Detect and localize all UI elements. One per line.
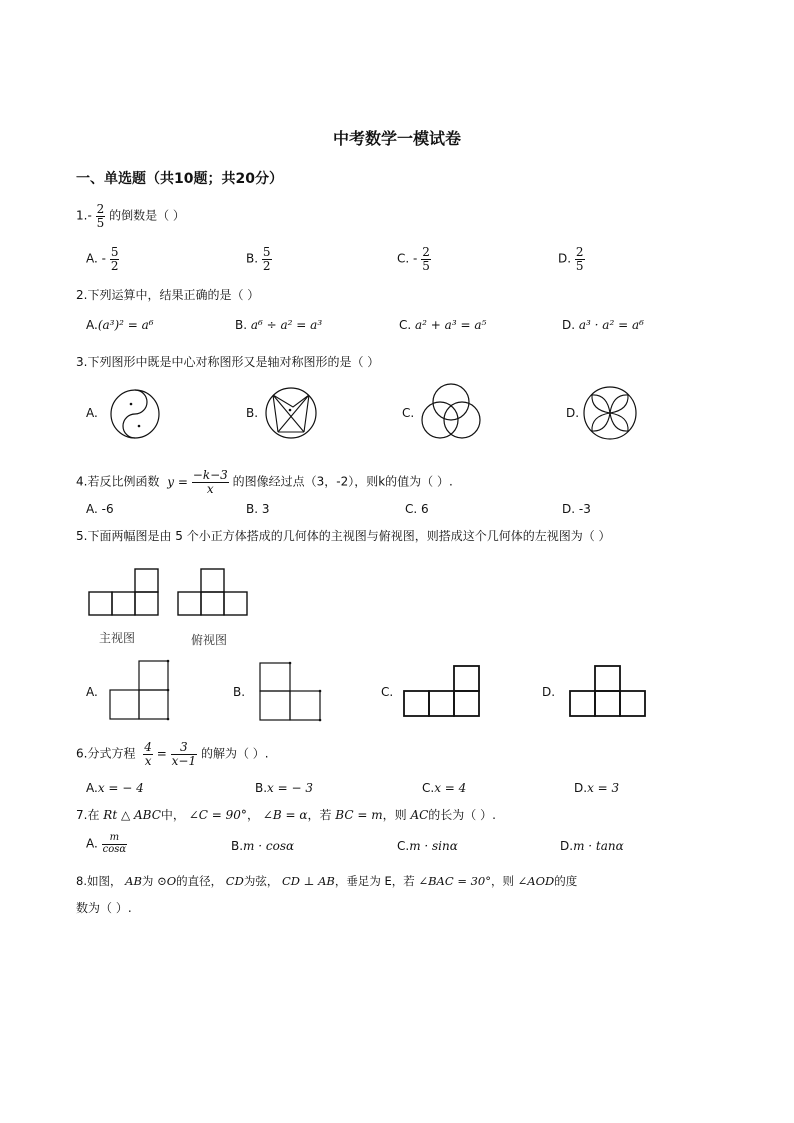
option-label: A. xyxy=(86,251,98,266)
option-label: C. xyxy=(397,251,410,266)
option-expr: x = − 3 xyxy=(267,781,314,795)
q4-option-d[interactable] xyxy=(562,502,591,516)
option-expr: (a³)² = a⁶ xyxy=(97,318,154,332)
q8-circle: ⊙O xyxy=(157,874,177,888)
option-expr: a⁶ ÷ a² = a³ xyxy=(250,318,323,332)
option-expr: m · sinα xyxy=(409,839,458,853)
q8-text: ，垂足为 E，若 xyxy=(334,874,415,888)
q6-option-c[interactable] xyxy=(422,781,466,795)
option-expr: m · tanα xyxy=(573,839,624,853)
q8-angle-aod: ∠AOD xyxy=(517,874,555,888)
q5-option-a-figure[interactable] xyxy=(108,660,170,722)
frac-num: 5 xyxy=(110,245,119,259)
option-label: A. xyxy=(86,836,98,851)
frac-den: cosα xyxy=(102,843,127,855)
q8-text: 为弦， xyxy=(243,874,279,888)
option-label: B. xyxy=(235,318,248,332)
frac-den: 5 xyxy=(575,258,584,273)
q6-option-b[interactable] xyxy=(255,781,313,795)
q4-option-b[interactable] xyxy=(246,502,270,516)
q1-frac-num: 2 xyxy=(96,202,105,216)
q7-text: ，则 xyxy=(382,808,407,822)
q1-suffix: 的倒数是（ ） xyxy=(109,208,185,223)
option-label: C. xyxy=(399,318,412,332)
q7-text: ， xyxy=(246,808,259,822)
option-label: B. xyxy=(246,251,259,266)
q4-suffix: 的图像经过点（3，-2），则k的值为（ ）. xyxy=(232,474,453,489)
frac-den: 2 xyxy=(110,258,119,273)
q3-option-a-label[interactable]: A. xyxy=(86,406,98,420)
q8-angle-bac: ∠BAC = 30° xyxy=(418,874,491,888)
q6-suffix: 的解为（ ）. xyxy=(200,746,269,761)
option-value: 6 xyxy=(421,502,429,516)
q5-option-d-figure[interactable] xyxy=(568,664,648,718)
option-label: D. xyxy=(560,839,574,853)
q6-left-fraction xyxy=(143,741,153,767)
inscribed-lines-figure[interactable] xyxy=(264,384,318,440)
option-label: A. xyxy=(86,781,98,795)
q5-option-b-label[interactable]: B. xyxy=(233,685,246,699)
option-fraction xyxy=(262,246,272,272)
front-view-caption: 主视图 xyxy=(99,631,136,645)
trefoil-figure[interactable] xyxy=(420,382,482,440)
q8-text: 为 xyxy=(141,874,154,888)
option-label: A. xyxy=(86,318,98,332)
option-expr: x = 4 xyxy=(434,781,467,795)
q4-lhs: y = xyxy=(167,474,188,489)
frac-den: 5 xyxy=(422,258,430,273)
q4-option-c[interactable] xyxy=(405,502,429,516)
q1-option-a[interactable] xyxy=(86,246,119,272)
q7-ac: AC xyxy=(410,808,429,822)
q4-frac-den: x xyxy=(206,481,214,496)
option-fraction xyxy=(102,833,128,855)
q7-text: ，若 xyxy=(307,808,332,822)
q1-option-d[interactable] xyxy=(558,246,585,272)
option-fraction xyxy=(575,246,585,272)
q1-option-c[interactable] xyxy=(397,246,431,272)
q1-frac-den: 5 xyxy=(96,215,105,230)
q2-option-b[interactable] xyxy=(235,318,322,332)
option-label: B. xyxy=(246,502,259,516)
q7-text: 中， xyxy=(160,808,185,822)
q7-bc: BC = m xyxy=(335,808,383,822)
q1-option-b[interactable] xyxy=(246,246,272,272)
option-expr: x = − 4 xyxy=(97,781,144,795)
frac-num: 2 xyxy=(422,245,430,259)
q2-option-d[interactable] xyxy=(562,318,644,332)
q6-left-num: 4 xyxy=(144,740,152,754)
question-1 xyxy=(76,203,185,229)
question-8 xyxy=(76,873,577,889)
frac-den: 2 xyxy=(262,258,271,273)
option-label: D. xyxy=(574,781,588,795)
option-label: A. xyxy=(86,502,98,516)
option-label: C. xyxy=(422,781,435,795)
q7-option-b[interactable] xyxy=(231,839,294,853)
option-label: C. xyxy=(405,502,418,516)
q6-option-a[interactable] xyxy=(86,781,144,795)
question-7 xyxy=(76,806,496,823)
q2-option-a[interactable] xyxy=(86,318,154,332)
front-view-figure xyxy=(88,567,160,617)
option-expr: m · cosα xyxy=(243,839,295,853)
q5-option-b-figure[interactable] xyxy=(258,662,324,722)
yin-yang-figure[interactable] xyxy=(109,388,161,440)
q5-option-a-label[interactable]: A. xyxy=(86,685,98,699)
q3-option-d-label[interactable]: D. xyxy=(566,406,580,420)
q7-angle-b: ∠B = α xyxy=(262,808,308,822)
four-petal-figure[interactable] xyxy=(581,384,639,442)
q2-option-c[interactable] xyxy=(399,318,486,332)
option-value: -6 xyxy=(101,502,114,516)
option-label: B. xyxy=(231,839,244,853)
option-label: C. xyxy=(397,839,410,853)
q1-prefix: 1.- xyxy=(76,208,92,223)
q6-equals: = xyxy=(156,746,167,761)
q5-option-d-label[interactable]: D. xyxy=(542,685,556,699)
option-sign: - xyxy=(101,251,106,266)
q4-fraction xyxy=(192,469,229,495)
q5-option-c-figure[interactable] xyxy=(402,664,480,718)
q6-right-fraction xyxy=(171,741,197,767)
option-value: 3 xyxy=(261,502,270,516)
q7-option-a[interactable] xyxy=(86,833,127,855)
top-view-figure xyxy=(177,567,249,617)
frac-num: m xyxy=(102,833,128,845)
option-fraction xyxy=(421,246,431,272)
q7-option-c[interactable] xyxy=(397,839,458,853)
q8-text: ，则 xyxy=(491,874,514,888)
option-fraction xyxy=(110,246,120,272)
page-title: 中考数学一模试卷 xyxy=(332,129,461,148)
option-expr: x = 3 xyxy=(587,781,620,795)
question-8-line2: 数为（ ）. xyxy=(76,901,132,915)
option-label: D. xyxy=(562,502,576,516)
q7-text: 7.在 xyxy=(76,808,100,822)
option-label: D. xyxy=(558,251,572,266)
q5-option-c-label[interactable]: C. xyxy=(381,685,394,699)
question-4 xyxy=(76,469,453,495)
question-6 xyxy=(76,741,269,767)
q8-text: 的度 xyxy=(554,874,578,888)
q6-right-num: 3 xyxy=(171,741,197,755)
q6-left-den: x xyxy=(144,753,152,768)
q4-prefix: 4.若反比例函数 xyxy=(76,474,160,489)
frac-num: 5 xyxy=(262,245,271,259)
option-label: B. xyxy=(255,781,268,795)
q4-frac-num: −k−3 xyxy=(192,468,228,482)
q6-option-d[interactable] xyxy=(574,781,619,795)
frac-num: 2 xyxy=(575,245,584,259)
q7-option-d[interactable] xyxy=(560,839,624,853)
section-heading: 一、单选题（共10题；共20分） xyxy=(76,171,283,187)
question-3: 3.下列图形中既是中心对称图形又是轴对称图形的是（ ） xyxy=(76,355,380,369)
q3-option-b-label[interactable]: B. xyxy=(246,406,259,420)
option-expr: a² + a³ = a⁵ xyxy=(415,318,487,332)
q8-cd: CD xyxy=(225,874,244,888)
q1-fraction xyxy=(96,203,106,229)
top-view-caption: 俯视图 xyxy=(191,633,228,647)
option-sign: - xyxy=(413,251,418,266)
q6-right-den: x−1 xyxy=(171,753,197,768)
q7-angle-c: ∠C = 90° xyxy=(188,808,247,822)
q8-perp: CD ⊥ AB xyxy=(281,874,335,888)
q8-ab: AB xyxy=(125,874,142,888)
q8-text: 的直径， xyxy=(176,874,223,888)
question-2: 2.下列运算中，结果正确的是（ ） xyxy=(76,288,260,302)
q8-text: 8.如图， xyxy=(76,874,122,888)
q6-prefix: 6.分式方程 xyxy=(76,746,136,761)
q4-option-a[interactable] xyxy=(86,502,114,516)
q7-text: 的长为（ ）. xyxy=(428,808,496,822)
q7-triangle: Rt △ ABC xyxy=(103,808,161,822)
q3-option-c-label[interactable]: C. xyxy=(402,406,415,420)
option-label: D. xyxy=(562,318,576,332)
question-5: 5.下面两幅图是由 5 个小正方体搭成的几何体的主视图与俯视图，则搭成这个几何体的左视图为（ ） xyxy=(76,529,611,543)
option-expr: a³ · a² = a⁶ xyxy=(578,318,644,332)
option-value: -3 xyxy=(578,502,591,516)
